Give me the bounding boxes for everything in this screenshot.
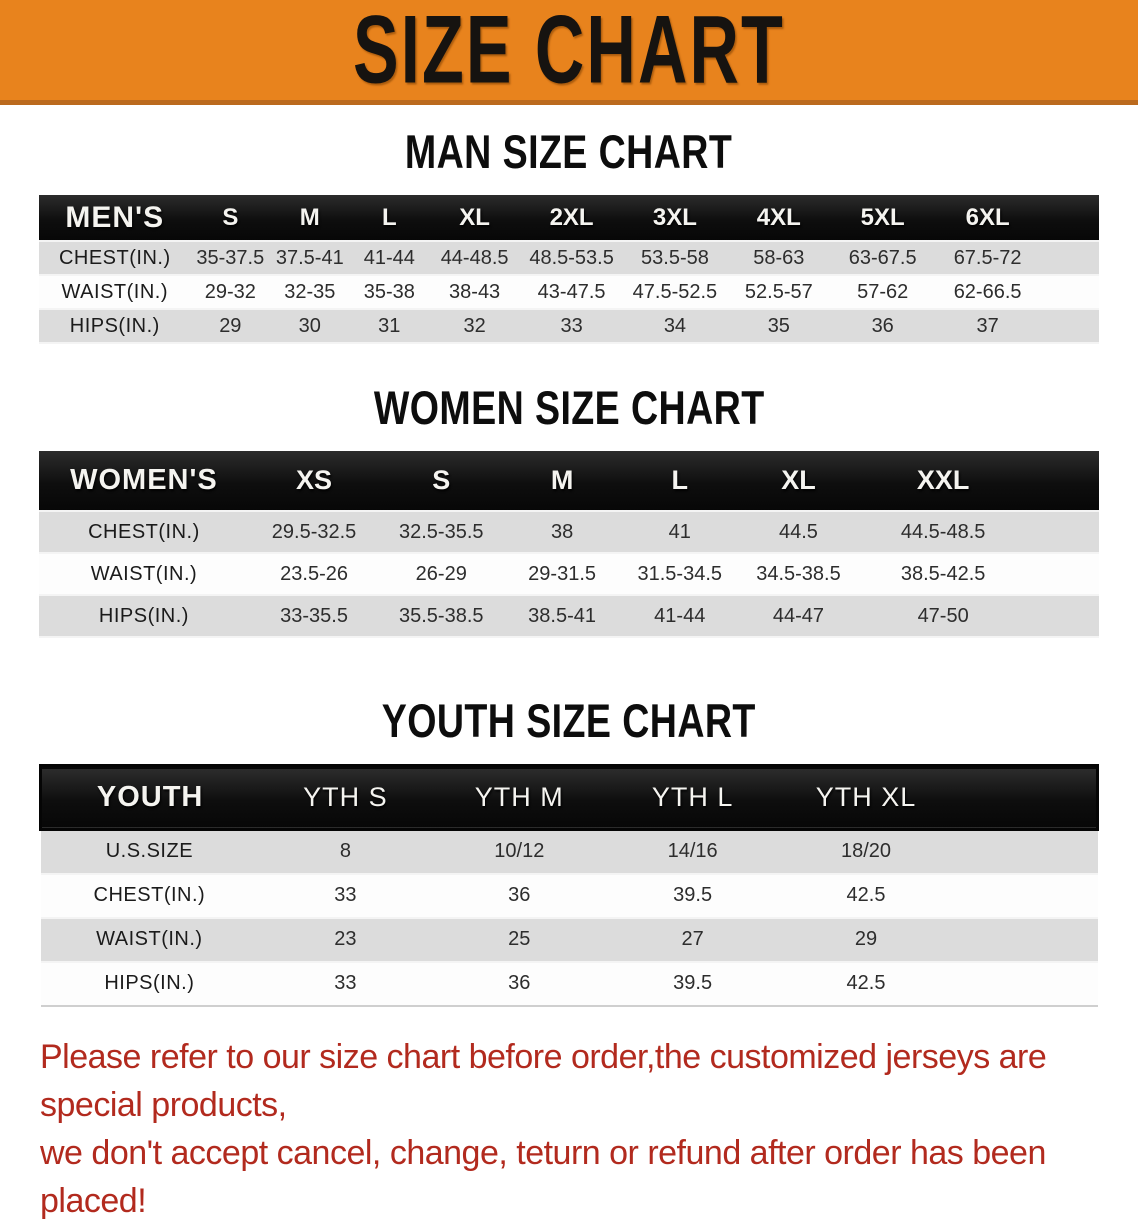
size-cell: 44-47 xyxy=(772,604,825,627)
women-chest-row xyxy=(39,511,1099,553)
spacer-cell xyxy=(953,830,1098,874)
size-cell: 47.5-52.5 xyxy=(632,280,718,303)
men-size-col-s: S xyxy=(222,203,239,231)
size-cell: 44.5-48.5 xyxy=(900,520,986,543)
size-cell: 18/20 xyxy=(840,840,892,863)
women-size-col-xl: XL xyxy=(781,465,816,495)
spacer-cell xyxy=(1028,553,1099,595)
size-cell: 33-35.5 xyxy=(280,604,348,627)
size-cell: 38 xyxy=(550,520,574,543)
men-size-col-3xl: 3XL xyxy=(652,203,697,231)
size-cell: 57-62 xyxy=(857,280,909,303)
youth-header-row xyxy=(41,766,1098,830)
youth-size-col-s: YTH S xyxy=(303,782,388,812)
men-size-table xyxy=(39,195,1099,344)
row-label: WAIST(IN.) xyxy=(61,280,169,303)
size-cell: 29 xyxy=(854,928,878,950)
spacer-cell xyxy=(1041,241,1099,275)
size-cell: 23 xyxy=(334,928,357,950)
size-cell: 41-44 xyxy=(654,604,706,627)
size-cell: 27 xyxy=(681,928,704,950)
size-cell: 58-63 xyxy=(753,246,805,269)
size-cell: 35 xyxy=(767,314,790,337)
size-cell: 41-44 xyxy=(363,246,415,269)
youth-section-title xyxy=(0,695,1138,747)
banner-title: SIZE CHART xyxy=(353,0,785,104)
size-cell: 14/16 xyxy=(667,840,718,863)
size-cell: 33 xyxy=(334,972,357,994)
size-cell: 34 xyxy=(663,314,687,337)
size-cell: 31 xyxy=(378,314,401,337)
row-label: U.S.SIZE xyxy=(105,840,194,863)
women-size-col-l: L xyxy=(671,465,688,495)
men-header-row xyxy=(39,195,1099,241)
size-cell: 33 xyxy=(334,884,357,906)
size-cell: 44.5 xyxy=(778,520,818,543)
size-cell: 32 xyxy=(463,314,486,337)
size-cell: 37.5-41 xyxy=(275,246,344,269)
men-size-col-5xl: 5XL xyxy=(860,203,905,231)
women-size-col-s: S xyxy=(432,465,451,495)
size-cell: 39.5 xyxy=(673,884,713,906)
women-group-label: WOMEN'S xyxy=(70,464,218,496)
size-cell: 35.5-38.5 xyxy=(399,604,484,627)
size-cell: 39.5 xyxy=(673,972,713,994)
size-cell: 42.5 xyxy=(846,972,886,994)
spacer-cell xyxy=(1028,595,1099,637)
size-cell: 42.5 xyxy=(846,884,886,906)
row-label: HIPS(IN.) xyxy=(98,604,189,627)
youth-ussize-row xyxy=(41,830,1098,874)
spacer-cell xyxy=(953,766,1098,830)
women-size-table xyxy=(39,451,1099,638)
size-cell: 35-38 xyxy=(363,280,415,303)
row-label: HIPS(IN.) xyxy=(69,314,160,337)
size-cell: 38.5-41 xyxy=(528,604,597,627)
men-hips-row xyxy=(39,309,1099,343)
men-size-col-xl: XL xyxy=(459,203,490,231)
size-cell: 10/12 xyxy=(494,840,545,863)
size-cell: 41 xyxy=(668,520,691,543)
size-cell: 47-50 xyxy=(917,604,969,627)
youth-chest-row xyxy=(41,874,1098,918)
size-cell: 36 xyxy=(871,314,894,337)
size-cell: 25 xyxy=(508,928,531,950)
youth-size-col-xl: YTH XL xyxy=(815,782,917,812)
size-cell: 67.5-72 xyxy=(953,246,1022,269)
size-cell: 44-48.5 xyxy=(440,246,509,269)
women-size-col-m: M xyxy=(550,465,574,495)
men-waist-row xyxy=(39,275,1099,309)
size-cell: 36 xyxy=(508,884,531,906)
size-cell: 29-32 xyxy=(204,280,256,303)
row-label: WAIST(IN.) xyxy=(90,562,198,585)
youth-hips-row xyxy=(41,962,1098,1006)
men-chest-row xyxy=(39,241,1099,275)
row-label: HIPS(IN.) xyxy=(104,972,195,994)
spacer-cell xyxy=(953,962,1098,1006)
row-label: CHEST(IN.) xyxy=(93,884,206,906)
women-section-title xyxy=(0,382,1138,434)
size-cell: 36 xyxy=(508,972,531,994)
size-cell: 35-37.5 xyxy=(196,246,265,269)
women-waist-row xyxy=(39,553,1099,595)
women-size-col-xxl: XXL xyxy=(916,465,970,495)
size-cell: 48.5-53.5 xyxy=(529,246,614,269)
size-cell: 43-47.5 xyxy=(537,280,606,303)
spacer-cell xyxy=(1028,511,1099,553)
spacer-cell xyxy=(1041,275,1099,309)
men-size-col-4xl: 4XL xyxy=(756,203,801,231)
spacer-cell xyxy=(953,874,1098,918)
disclaimer-line-2: we don't accept cancel, change, teturn or refund after order has been placed! xyxy=(40,1134,1046,1221)
size-cell: 62-66.5 xyxy=(953,280,1022,303)
size-cell: 53.5-58 xyxy=(641,246,709,269)
women-section-title-text: WOMEN SIZE CHART xyxy=(373,381,765,434)
women-hips-row xyxy=(39,595,1099,637)
youth-size-table xyxy=(39,764,1099,1007)
women-header-row xyxy=(39,451,1099,511)
spacer-cell xyxy=(1041,195,1099,241)
row-label: CHEST(IN.) xyxy=(88,520,200,543)
men-group-label: MEN'S xyxy=(65,200,165,234)
youth-section-title-text: YOUTH SIZE CHART xyxy=(381,694,757,747)
youth-size-col-m: YTH M xyxy=(474,782,564,812)
men-section-title xyxy=(0,126,1138,178)
size-cell: 31.5-34.5 xyxy=(637,562,722,585)
size-cell: 29.5-32.5 xyxy=(271,520,357,543)
size-cell: 38-43 xyxy=(449,280,501,303)
men-size-col-m: M xyxy=(299,203,320,231)
men-size-col-6xl: 6XL xyxy=(965,203,1010,231)
youth-group-label: YOUTH xyxy=(96,781,204,813)
banner xyxy=(0,0,1138,105)
size-cell: 8 xyxy=(339,840,351,863)
spacer-cell xyxy=(1028,451,1099,511)
men-section-title-text: MAN SIZE CHART xyxy=(405,125,733,178)
men-size-col-l: L xyxy=(381,203,397,231)
size-cell: 33 xyxy=(560,314,583,337)
spacer-cell xyxy=(1041,309,1099,343)
size-cell: 63-67.5 xyxy=(848,246,917,269)
size-cell: 23.5-26 xyxy=(280,562,348,585)
size-cell: 26-29 xyxy=(415,562,467,585)
size-cell: 37 xyxy=(976,314,999,337)
size-cell: 52.5-57 xyxy=(744,280,813,303)
youth-waist-row xyxy=(41,918,1098,962)
size-cell: 30 xyxy=(298,314,321,337)
size-cell: 32-35 xyxy=(284,280,336,303)
youth-size-col-l: YTH L xyxy=(651,782,734,812)
size-cell: 29-31.5 xyxy=(528,562,597,585)
disclaimer-text xyxy=(40,1033,1100,1226)
women-size-col-xs: XS xyxy=(296,465,333,495)
size-cell: 34.5-38.5 xyxy=(756,562,841,585)
men-size-col-2xl: 2XL xyxy=(549,203,594,231)
row-label: WAIST(IN.) xyxy=(96,928,203,950)
size-cell: 32.5-35.5 xyxy=(399,520,484,543)
size-cell: 29 xyxy=(219,314,242,337)
disclaimer-line-1: Please refer to our size chart before order,the customized jerseys are special products, xyxy=(40,1037,1047,1124)
size-cell: 38.5-42.5 xyxy=(900,562,986,585)
spacer-cell xyxy=(953,918,1098,962)
row-label: CHEST(IN.) xyxy=(58,246,171,269)
